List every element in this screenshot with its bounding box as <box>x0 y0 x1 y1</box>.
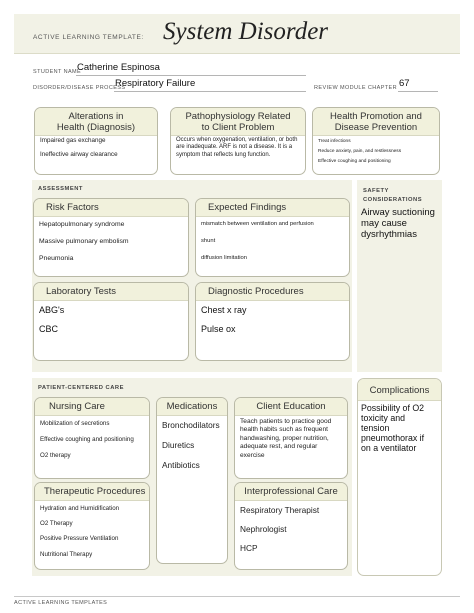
safety-label <box>363 187 422 205</box>
alterations-item: Impaired gas exchange <box>40 137 106 144</box>
expected-findings-header: Expected Findings <box>196 199 349 217</box>
expected-finding-item: mismatch between ventilation and perfusion <box>201 221 314 227</box>
pathophysiology-title-line2: to Client Problem <box>201 122 275 133</box>
health-promotion-item: Effective coughing and positioning <box>318 159 391 164</box>
complications-line: Possibility of O2 <box>361 403 425 413</box>
therapeutic-procedures-card <box>34 482 150 570</box>
laboratory-test-item: CBC <box>39 324 59 334</box>
alterations-title-line1: Alterations in <box>68 111 124 122</box>
health-promotion-item: Treat infections <box>318 139 351 144</box>
complications-line: pneumothorax if <box>361 433 425 443</box>
diagnostic-procedure-item: Chest x ray <box>201 305 247 315</box>
review-chapter-underline <box>398 91 438 92</box>
safety-line: Airway suctioning <box>361 207 435 218</box>
medication-item: Diuretics <box>162 440 195 450</box>
interprofessional-care-item: Nephrologist <box>240 524 287 534</box>
therapeutic-procedure-item: O2 Therapy <box>40 520 73 528</box>
safety-label-line2: CONSIDERATIONS <box>363 197 423 203</box>
interprofessional-care-item: Respiratory Therapist <box>240 505 320 515</box>
patient-care-label: PATIENT-CENTERED CARE <box>38 385 124 391</box>
therapeutic-procedures-header: Therapeutic Procedures <box>35 483 149 501</box>
pathophysiology-title-line1: Pathophysiology Related <box>185 111 291 122</box>
medications-card <box>156 397 228 564</box>
alterations-card <box>34 107 158 175</box>
pathophysiology-header <box>171 108 305 136</box>
diagnostic-procedures-card <box>195 282 350 361</box>
pathophysiology-card <box>170 107 306 175</box>
health-promotion-title-line2: Disease Prevention <box>334 122 418 133</box>
assessment-label: ASSESSMENT <box>38 186 83 192</box>
health-promotion-header <box>313 108 439 136</box>
risk-factors-header: Risk Factors <box>34 199 188 217</box>
page-title: System Disorder <box>163 18 329 45</box>
alterations-title-line2: Health (Diagnosis) <box>56 122 136 133</box>
diagnostic-procedure-item: Pulse ox <box>201 324 236 334</box>
expected-findings-card <box>195 198 350 277</box>
footer-text: ACTIVE LEARNING TEMPLATES <box>14 600 108 606</box>
health-promotion-title-line1: Health Promotion and <box>330 111 422 122</box>
therapeutic-procedure-item: Nutritional Therapy <box>40 550 93 558</box>
complications-card <box>357 378 442 576</box>
review-chapter-field[interactable]: 67 <box>399 78 410 89</box>
interprofessional-care-header: Interprofessional Care <box>235 483 347 501</box>
client-education-header: Client Education <box>235 398 347 416</box>
pathophysiology-text: Occurs when oxygenation, ventilation, or both are inadequate. ARF is not a disease. It is a symptom that reflects lung function. <box>176 137 298 158</box>
medication-item: Bronchodilators <box>162 420 220 430</box>
nursing-care-card <box>34 397 150 479</box>
health-promotion-card <box>312 107 440 175</box>
medications-header: Medications <box>157 398 227 416</box>
safety-label-line1: SAFETY <box>363 188 389 194</box>
complications-line: toxicity and <box>361 413 406 423</box>
health-promotion-item: Reduce anxiety, pain, and restlessness <box>318 149 402 154</box>
disorder-field[interactable]: Respiratory Failure <box>115 78 196 89</box>
disorder-underline <box>114 91 306 92</box>
client-education-card <box>234 397 348 479</box>
complications-header: Complications <box>358 379 441 401</box>
student-name-label: STUDENT NAME <box>33 69 82 75</box>
diagnostic-procedures-header: Diagnostic Procedures <box>196 283 349 301</box>
alterations-item: Ineffective airway clearance <box>40 151 118 159</box>
student-name-field[interactable]: Catherine Espinosa <box>77 62 160 73</box>
risk-factors-card <box>33 198 189 277</box>
risk-factor-item: Massive pulmonary embolism <box>39 238 129 246</box>
alterations-header <box>35 108 157 136</box>
footer-divider <box>14 596 460 597</box>
expected-finding-item: shunt <box>201 238 216 245</box>
safety-text <box>361 207 435 240</box>
risk-factor-item: Hepatopulmonary syndrome <box>39 221 125 228</box>
expected-finding-item: diffusion limitation <box>201 255 247 262</box>
laboratory-tests-card <box>33 282 189 361</box>
complications-line: tension <box>361 423 390 433</box>
nursing-care-header: Nursing Care <box>35 398 149 416</box>
safety-line: dysrhythmias <box>361 229 417 240</box>
laboratory-test-item: ABG's <box>39 305 65 315</box>
safety-line: may cause <box>361 218 407 229</box>
nursing-care-item: Mobilization of secretions <box>40 420 110 427</box>
review-chapter-label: REVIEW MODULE CHAPTER <box>314 85 397 91</box>
therapeutic-procedure-item: Positive Pressure Ventilation <box>40 535 119 543</box>
medication-item: Antibiotics <box>162 460 200 470</box>
nursing-care-item: Effective coughing and positioning <box>40 436 134 444</box>
client-education-text: Teach patients to practice good health habits such as frequent handwashing, proper nutrition, adequate rest, and regular exercise <box>240 418 332 459</box>
laboratory-tests-header: Laboratory Tests <box>34 283 188 301</box>
disorder-label: DISORDER/DISEASE PROCESS <box>33 85 126 91</box>
nursing-care-item: O2 therapy <box>40 452 71 460</box>
template-label: ACTIVE LEARNING TEMPLATE: <box>33 34 144 41</box>
interprofessional-care-item: HCP <box>240 543 258 553</box>
risk-factor-item: Pneumonia <box>39 255 74 263</box>
complications-line: on a ventilator <box>361 443 417 453</box>
interprofessional-care-card <box>234 482 348 570</box>
student-name-underline <box>76 75 306 76</box>
therapeutic-procedure-item: Hydration and Humidification <box>40 505 120 512</box>
